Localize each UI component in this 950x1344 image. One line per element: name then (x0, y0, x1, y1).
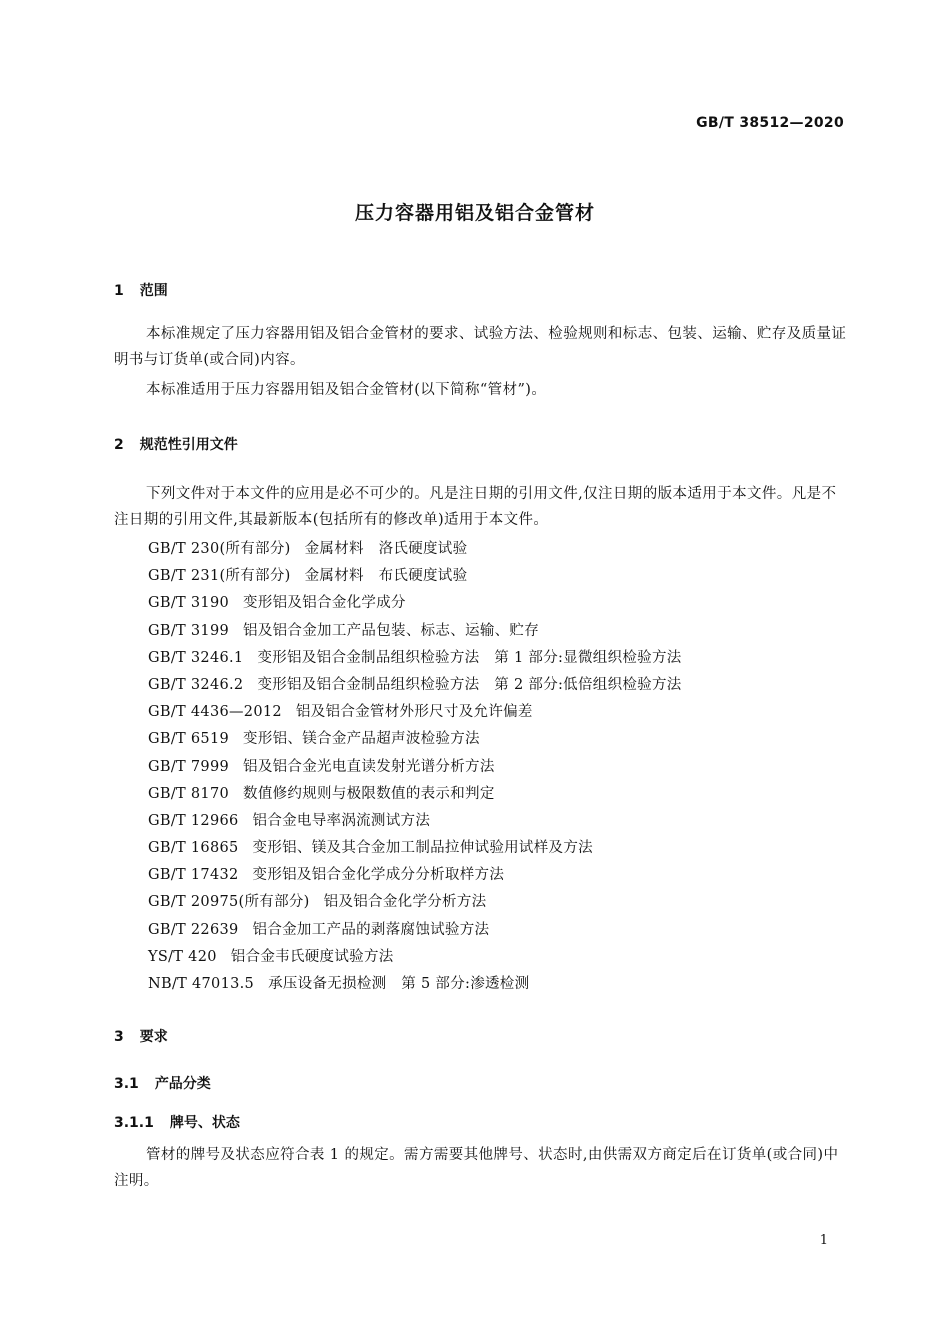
reference-title: 铝合金加工产品的剥落腐蚀试验方法 (252, 921, 490, 938)
reference-code: GB/T 12966 (148, 812, 239, 829)
reference-item (148, 917, 682, 944)
reference-code: GB/T 6519 (148, 731, 230, 748)
section-number: 2 (114, 437, 124, 453)
section-1-paragraph-1: 本标准规定了压力容器用铝及铝合金管材的要求、试验方法、检验规则和标志、包装、运输、贮存及质量证明书与订货单(或合同)内容。 (114, 326, 847, 368)
reference-title: 金属材料 洛氏硬度试验 (304, 541, 468, 557)
standard-code: GB/T 38512—2020 (696, 115, 844, 131)
reference-item (148, 835, 682, 862)
section-number: 3.1.1 (114, 1115, 154, 1131)
reference-title: 变形铝及铝合金制品组织检验方法 第 1 部分:显微组织检验方法 (257, 649, 682, 666)
section-2-heading (114, 434, 238, 454)
section-3-1-1-heading (114, 1112, 240, 1132)
section-number: 1 (114, 283, 124, 299)
reference-code: GB/T 3190 (148, 595, 230, 612)
reference-title: 铝合金韦氏硬度试验方法 (230, 948, 394, 965)
section-3-heading (114, 1026, 168, 1046)
section-title: 产品分类 (154, 1076, 211, 1092)
reference-code: NB/T 47013.5 (148, 976, 255, 992)
reference-item (148, 754, 682, 781)
reference-list (148, 536, 682, 998)
reference-item (148, 971, 682, 998)
reference-title: 铝及铝合金光电直读发射光谱分析方法 (243, 758, 495, 775)
document-title: 压力容器用铝及铝合金管材 (354, 202, 595, 224)
reference-item (148, 645, 682, 672)
reference-item (148, 726, 682, 753)
reference-item (148, 672, 682, 699)
section-title: 牌号、状态 (169, 1115, 240, 1131)
reference-title: 变形铝及铝合金化学成分 (243, 595, 406, 612)
reference-item (148, 889, 682, 916)
reference-item (148, 808, 682, 835)
reference-item (148, 781, 682, 808)
reference-code: YS/T 420 (148, 948, 217, 965)
section-number: 3 (114, 1029, 124, 1045)
reference-code: GB/T 7999 (148, 758, 230, 775)
reference-code: GB/T 22639 (148, 921, 239, 938)
reference-title: 铝及铝合金加工产品包装、标志、运输、贮存 (243, 622, 540, 639)
reference-item (148, 590, 682, 617)
reference-title: 变形铝、镁及其合金加工制品拉伸试验用试样及方法 (252, 840, 593, 857)
section-1-heading (114, 280, 168, 300)
reference-code: GB/T 16865 (148, 840, 239, 857)
section-2-intro: 下列文件对于本文件的应用是必不可少的。凡是注日期的引用文件,仅注日期的版本适用于本文件。凡是不注日期的引用文件,其最新版本(包括所有的修改单)适用于本文件。 (114, 486, 837, 528)
reference-title: 变形铝及铝合金制品组织检验方法 第 2 部分:低倍组织检验方法 (257, 676, 682, 693)
reference-title: 铝及铝合金化学分析方法 (323, 894, 487, 911)
reference-code: GB/T 17432 (148, 867, 239, 884)
reference-code: GB/T 231(所有部分) (148, 568, 291, 585)
reference-code: GB/T 3199 (148, 622, 230, 639)
reference-code: GB/T 3246.1 (148, 649, 244, 666)
reference-code: GB/T 4436—2012 (148, 704, 282, 721)
reference-title: 变形铝、镁合金产品超声波检验方法 (243, 731, 480, 748)
reference-code: GB/T 230(所有部分) (148, 541, 291, 557)
reference-title: 数值修约规则与极限数值的表示和判定 (243, 785, 495, 802)
section-title: 规范性引用文件 (139, 437, 238, 453)
section-3-1-heading (114, 1073, 211, 1093)
section-1-paragraph-2: 本标准适用于压力容器用铝及铝合金管材(以下简称“管材”)。 (146, 382, 547, 398)
section-3-1-1-paragraph: 管材的牌号及状态应符合表 1 的规定。需方需要其他牌号、状态时,由供需双方商定后在订货单(或合同)中注明。 (114, 1147, 839, 1189)
reference-item (148, 536, 682, 563)
reference-title: 承压设备无损检测 第 5 部分:渗透检测 (268, 976, 530, 992)
section-title: 要求 (139, 1029, 168, 1045)
reference-code: GB/T 20975(所有部分) (148, 894, 310, 911)
reference-item (148, 944, 682, 971)
reference-title: 金属材料 布氏硬度试验 (304, 568, 468, 585)
reference-title: 变形铝及铝合金化学成分分析取样方法 (252, 867, 505, 884)
section-number: 3.1 (114, 1076, 139, 1092)
section-title: 范围 (139, 283, 168, 299)
reference-item (148, 699, 682, 726)
reference-title: 铝及铝合金管材外形尺寸及允许偏差 (295, 704, 533, 721)
page-number: 1 (819, 1233, 828, 1248)
reference-code: GB/T 8170 (148, 785, 230, 802)
reference-item (148, 862, 682, 889)
reference-item (148, 563, 682, 590)
reference-item (148, 618, 682, 645)
reference-title: 铝合金电导率涡流测试方法 (252, 812, 431, 829)
reference-code: GB/T 3246.2 (148, 676, 244, 693)
